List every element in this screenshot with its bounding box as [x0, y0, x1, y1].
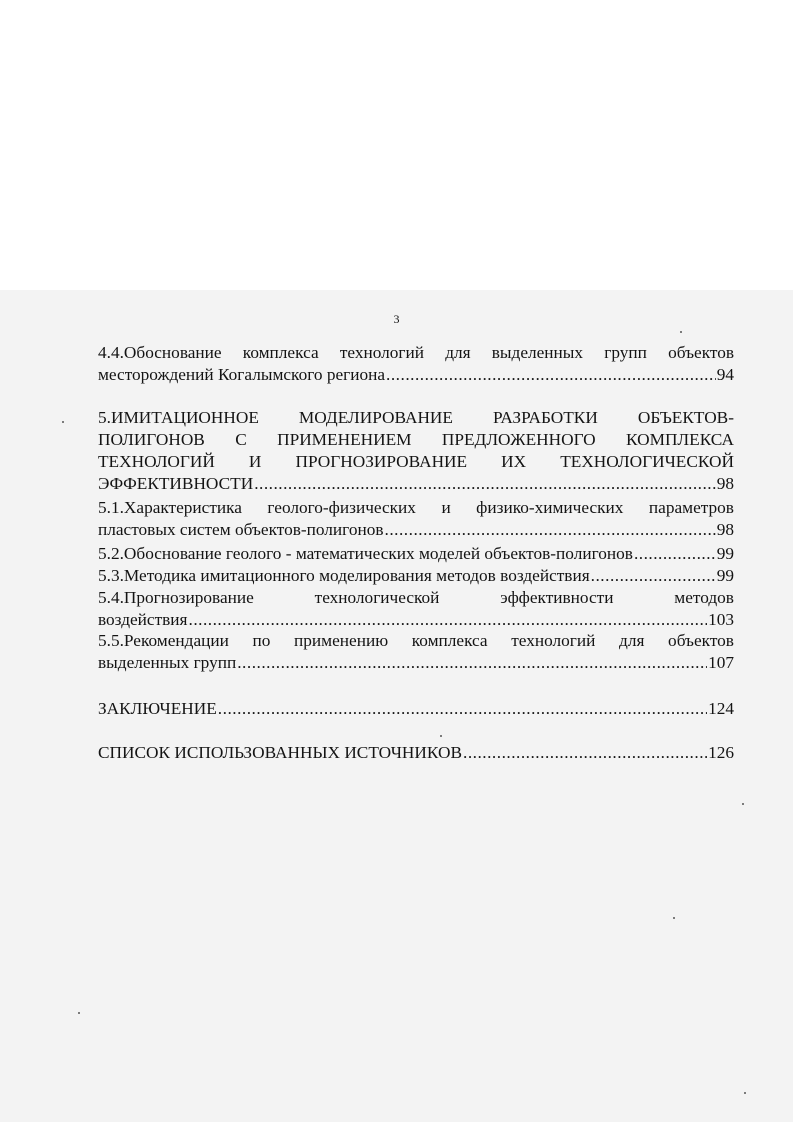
word: КОМПЛЕКСА	[626, 430, 734, 449]
word: выделенных	[491, 343, 584, 362]
toc-entry-title: 5.3.Методика имитационного моделирования методов воздействия	[98, 566, 590, 585]
toc-entry-last-line	[98, 609, 734, 631]
word: геолого-физических	[267, 498, 416, 517]
dot-leader	[237, 652, 707, 674]
word: ТЕХНОЛОГИЧЕСКОЙ	[560, 452, 734, 471]
page-number: 3	[393, 312, 400, 326]
toc-entry-title: ЗАКЛЮЧЕНИЕ	[98, 699, 217, 718]
dot-leader	[386, 364, 716, 386]
word: физико-химических	[476, 498, 624, 517]
word: для	[619, 631, 645, 650]
toc-entry-line	[98, 451, 734, 473]
word: групп	[604, 343, 647, 362]
toc-entry-5-4[interactable]	[98, 587, 734, 631]
toc-entry-line	[98, 497, 734, 519]
word: ПОЛИГОНОВ	[98, 430, 205, 449]
word: параметров	[648, 498, 734, 517]
toc-page-number: 126	[708, 743, 734, 762]
toc-entry-line	[98, 587, 734, 609]
toc-entry-line	[98, 342, 734, 364]
toc-entry-5[interactable]	[98, 407, 734, 495]
word: ИХ	[501, 452, 527, 471]
word: объектов	[668, 343, 734, 362]
word: методов	[674, 588, 734, 607]
toc-entry-5-5[interactable]	[98, 630, 734, 674]
scan-speck	[62, 421, 64, 423]
toc-entry-line	[98, 407, 734, 429]
word: ОБЪЕКТОВ-	[637, 408, 734, 427]
toc-entry-line	[98, 429, 734, 451]
dot-leader	[189, 609, 708, 631]
scan-speck	[78, 1012, 80, 1014]
toc-page-number: 98	[716, 520, 734, 539]
toc-entry-5-3[interactable]	[98, 565, 734, 587]
toc-page-number: 107	[708, 653, 734, 672]
scan-speck	[673, 917, 675, 919]
scan-speck	[680, 331, 682, 333]
toc-entry-title: месторождений Когалымского региона	[98, 365, 386, 384]
toc-entry-conclusion[interactable]	[98, 698, 734, 720]
scan-speck	[744, 1092, 746, 1094]
word: для	[445, 343, 471, 362]
dot-leader	[591, 565, 716, 587]
word: 5.1.Характеристика	[98, 498, 242, 517]
word: 5.ИМИТАЦИОННОЕ	[98, 408, 259, 427]
toc-page-number: 99	[716, 544, 734, 563]
word: 5.4.Прогнозирование	[98, 588, 254, 607]
word: 5.5.Рекомендации	[98, 631, 229, 650]
toc-entry-last-line	[98, 473, 734, 495]
toc-entry-4-4[interactable]	[98, 342, 734, 386]
word: технологий	[339, 343, 424, 362]
toc-entry-last-line	[98, 742, 734, 764]
toc-entry-title: 5.2.Обоснование геолого - математических моделей объектов-полигонов	[98, 544, 633, 563]
scan-top-margin	[0, 0, 793, 290]
toc-entry-title: пластовых систем объектов-полигонов	[98, 520, 384, 539]
word: технологической	[314, 588, 440, 607]
word: 4.4.Обоснование	[98, 343, 222, 362]
word: ПРОГНОЗИРОВАНИЕ	[295, 452, 468, 471]
scan-speck	[742, 803, 744, 805]
toc-entry-last-line	[98, 364, 734, 386]
toc-entry-title: воздействия	[98, 610, 188, 629]
toc-entry-last-line	[98, 565, 734, 587]
toc-entry-title: СПИСОК ИСПОЛЬЗОВАННЫХ ИСТОЧНИКОВ	[98, 743, 462, 762]
word: РАЗРАБОТКИ	[492, 408, 598, 427]
word: технологий	[511, 631, 596, 650]
word: и	[441, 498, 451, 517]
toc-page-number: 94	[716, 365, 734, 384]
toc-entry-last-line	[98, 698, 734, 720]
toc-entry-last-line	[98, 519, 734, 541]
toc-entry-last-line	[98, 652, 734, 674]
toc-entry-title: ЭФФЕКТИВНОСТИ	[98, 474, 254, 493]
word: комплекса	[242, 343, 319, 362]
dot-leader	[463, 742, 707, 764]
toc-page-number: 124	[708, 699, 734, 718]
toc-entry-5-2[interactable]	[98, 543, 734, 565]
toc-page-number: 98	[716, 474, 734, 493]
word: комплекса	[411, 631, 488, 650]
toc-page-number: 103	[708, 610, 734, 629]
dot-leader	[218, 698, 707, 720]
dot-leader	[254, 473, 716, 495]
word: ПРЕДЛОЖЕННОГО	[441, 430, 596, 449]
dot-leader	[385, 519, 716, 541]
scan-speck	[440, 735, 442, 737]
dot-leader	[634, 543, 716, 565]
word: С	[235, 430, 247, 449]
word: по	[252, 631, 271, 650]
word: МОДЕЛИРОВАНИЕ	[298, 408, 453, 427]
word: ТЕХНОЛОГИЙ	[98, 452, 215, 471]
toc-entry-5-1[interactable]	[98, 497, 734, 541]
word: И	[248, 452, 262, 471]
toc-entry-references[interactable]	[98, 742, 734, 764]
word: применению	[294, 631, 389, 650]
toc-page-number: 99	[716, 566, 734, 585]
toc-entry-last-line	[98, 543, 734, 565]
toc-entry-title: выделенных групп	[98, 653, 237, 672]
toc-entry-line	[98, 630, 734, 652]
word: объектов	[668, 631, 734, 650]
word: ПРИМЕНЕНИЕМ	[277, 430, 412, 449]
word: эффективности	[500, 588, 614, 607]
